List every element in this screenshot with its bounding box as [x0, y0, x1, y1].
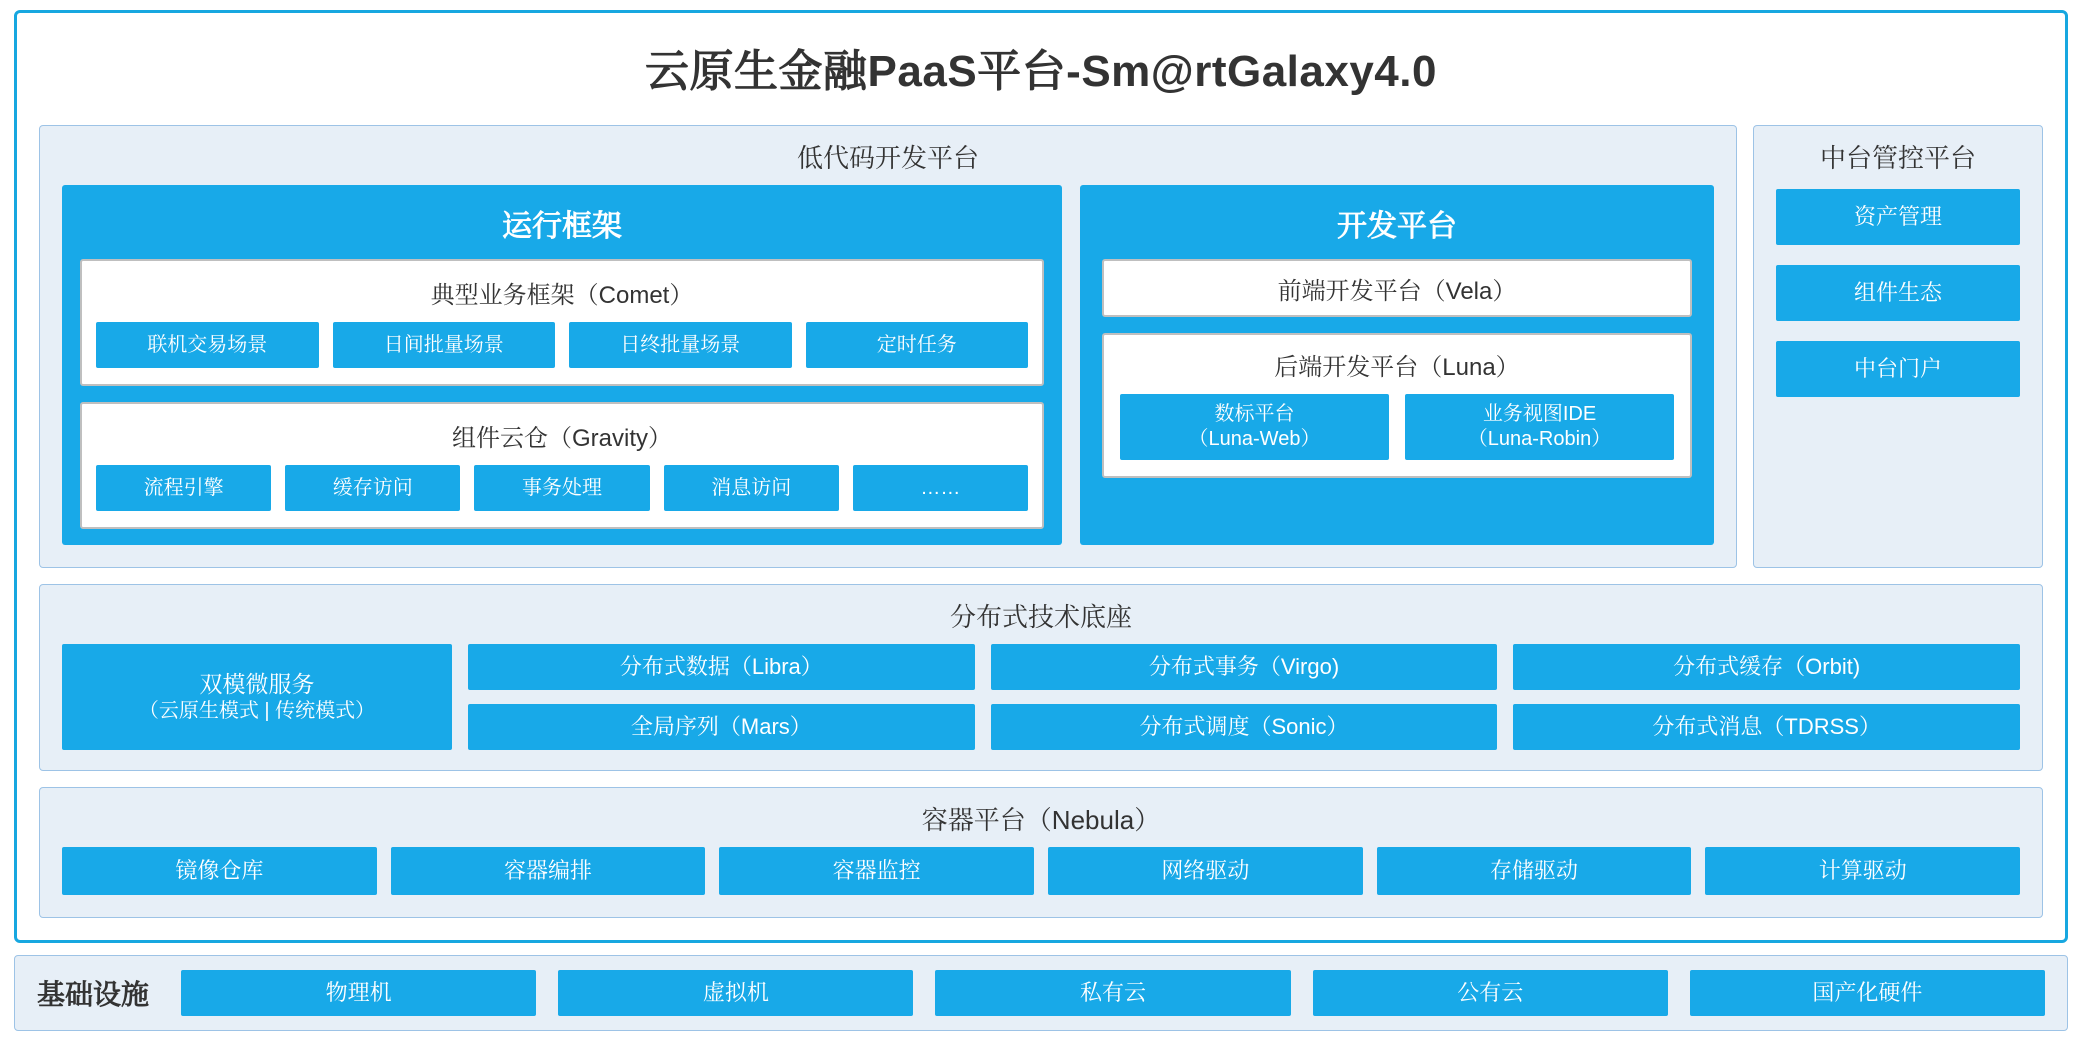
- comet-title: 典型业务框架（Comet）: [430, 282, 694, 309]
- infrastructure-panel: [14, 955, 2068, 1031]
- backend-dev-platform-group: [1102, 333, 1692, 478]
- comet-item[interactable]: 定时任务: [806, 322, 1029, 368]
- distributed-item[interactable]: 分布式数据（Libra）: [468, 644, 975, 690]
- runtime-framework-title: 运行框架: [502, 210, 622, 243]
- comet-item[interactable]: 联机交易场景: [96, 322, 319, 368]
- backend-dev-platform-items: [1120, 394, 1674, 460]
- lowcode-platform-title: 低代码开发平台: [796, 143, 979, 173]
- distributed-row: [468, 704, 2020, 750]
- distributed-item[interactable]: 分布式调度（Sonic）: [991, 704, 1498, 750]
- container-platform-panel: [39, 787, 2043, 918]
- dual-mode-line1: 双模微服务: [199, 671, 315, 698]
- container-item[interactable]: 容器监控: [719, 847, 1034, 895]
- dev-platform-title: 开发平台: [1337, 210, 1457, 243]
- distributed-item[interactable]: 分布式缓存（Orbit): [1513, 644, 2020, 690]
- container-platform-items: [40, 847, 2042, 917]
- gravity-item[interactable]: ……: [853, 465, 1028, 511]
- container-item[interactable]: 存储驱动: [1377, 847, 1692, 895]
- luna-web-line1: 数标平台: [1214, 403, 1295, 425]
- midplatform-items: [1754, 185, 2042, 419]
- distributed-item[interactable]: 分布式消息（TDRSS）: [1513, 704, 2020, 750]
- comet-item[interactable]: 日终批量场景: [569, 322, 792, 368]
- infrastructure-items: [181, 970, 2045, 1016]
- infrastructure-item[interactable]: 私有云: [935, 970, 1290, 1016]
- comet-item[interactable]: 日间批量场景: [333, 322, 556, 368]
- luna-robin-line2: （Luna-Robin）: [1467, 428, 1612, 450]
- infrastructure-label: 基础设施: [37, 979, 150, 1010]
- midplatform-panel: [1753, 125, 2043, 568]
- gravity-group: [80, 402, 1044, 529]
- page-title: 云原生金融PaaS平台-Sm@rtGalaxy4.0: [645, 47, 1437, 96]
- luna-web-line2: （Luna-Web）: [1188, 428, 1321, 450]
- dev-platform-block: [1080, 185, 1714, 545]
- backend-dev-platform-title: 后端开发平台（Luna）: [1274, 354, 1520, 381]
- gravity-item[interactable]: 消息访问: [664, 465, 839, 511]
- infrastructure-item[interactable]: 国产化硬件: [1690, 970, 2045, 1016]
- container-platform-title: 容器平台（Nebula）: [921, 805, 1161, 835]
- midplatform-item[interactable]: 中台门户: [1776, 341, 2020, 397]
- distributed-base-panel: [39, 584, 2043, 771]
- infrastructure-item[interactable]: 虚拟机: [558, 970, 913, 1016]
- distributed-items: [468, 644, 2020, 750]
- container-item[interactable]: 容器编排: [391, 847, 706, 895]
- runtime-framework-block: [62, 185, 1062, 545]
- container-item[interactable]: 网络驱动: [1048, 847, 1363, 895]
- lowcode-platform-panel: [39, 125, 1737, 568]
- platform-frame: [14, 10, 2068, 943]
- midplatform-item[interactable]: 资产管理: [1776, 189, 2020, 245]
- container-item[interactable]: 计算驱动: [1705, 847, 2020, 895]
- infrastructure-item[interactable]: 公有云: [1313, 970, 1668, 1016]
- frontend-dev-platform[interactable]: 前端开发平台（Vela）: [1102, 259, 1692, 317]
- distributed-item[interactable]: 全局序列（Mars）: [468, 704, 975, 750]
- infrastructure-item[interactable]: 物理机: [181, 970, 536, 1016]
- top-row: [39, 125, 2043, 568]
- distributed-row: [468, 644, 2020, 690]
- gravity-title: 组件云仓（Gravity）: [451, 425, 672, 452]
- gravity-items: [96, 465, 1028, 511]
- luna-web-item[interactable]: [1120, 394, 1389, 460]
- gravity-item[interactable]: 流程引擎: [96, 465, 271, 511]
- distributed-item[interactable]: 分布式事务（Virgo): [991, 644, 1498, 690]
- gravity-item[interactable]: 缓存访问: [285, 465, 460, 511]
- midplatform-title: 中台管控平台: [1819, 143, 1976, 173]
- container-item[interactable]: 镜像仓库: [62, 847, 377, 895]
- luna-robin-line1: 业务视图IDE: [1482, 403, 1597, 425]
- lowcode-platform-body: [40, 185, 1736, 567]
- distributed-base-body: [40, 644, 2042, 770]
- luna-robin-item[interactable]: [1405, 394, 1674, 460]
- distributed-base-title: 分布式技术底座: [949, 602, 1132, 632]
- midplatform-item[interactable]: 组件生态: [1776, 265, 2020, 321]
- gravity-item[interactable]: 事务处理: [474, 465, 649, 511]
- comet-group: [80, 259, 1044, 386]
- comet-items: [96, 322, 1028, 368]
- dual-mode-line2: （云原生模式 | 传统模式）: [138, 699, 376, 722]
- dual-mode-microservice-item[interactable]: [62, 644, 452, 750]
